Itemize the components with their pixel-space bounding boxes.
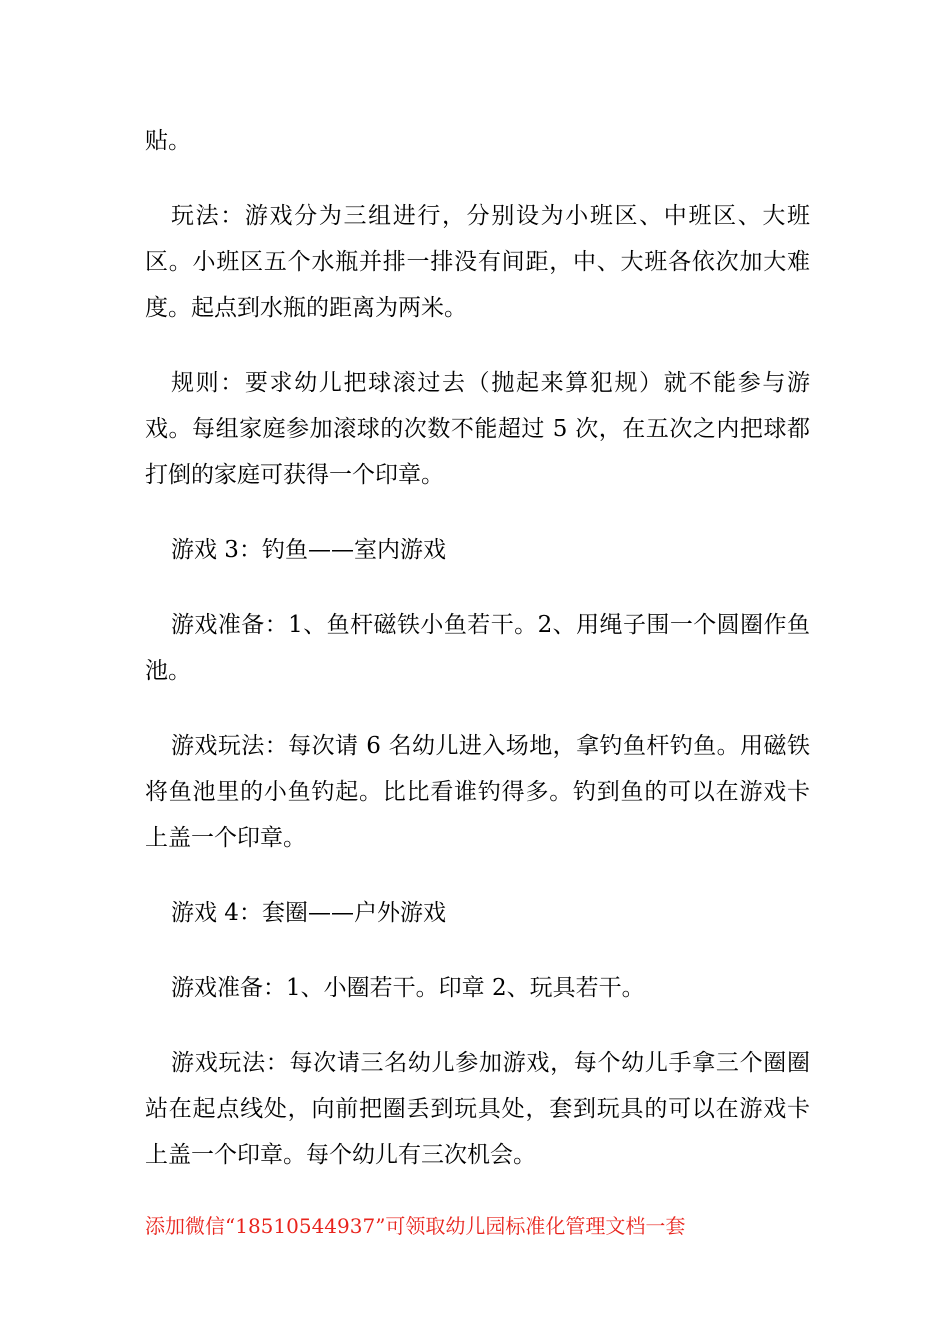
paragraph-game-3-play: 游戏玩法：每次请 6 名幼儿进入场地，拿钓鱼杆钓鱼。用磁铁将鱼池里的小鱼钓起。比比看谁钓得多。钓到鱼的可以在游戏卡上盖一个印章。 bbox=[145, 733, 810, 851]
footer-promo-note: 添加微信“18510544937”可领取幼儿园标准化管理文档一套 bbox=[145, 1214, 686, 1238]
paragraph-rules: 规则：要求幼儿把球滚过去（抛起来算犯规）就不能参与游戏。每组家庭参加滚球的次数不能超过 5 次，在五次之内把球都打倒的家庭可获得一个印章。 bbox=[145, 370, 810, 488]
paragraph-game-4-prep: 游戏准备：1、小圈若干。印章 2、玩具若干。 bbox=[171, 975, 645, 1001]
heading-game-4: 游戏 4：套圈——户外游戏 bbox=[171, 900, 446, 926]
paragraph-play-method: 玩法：游戏分为三组进行，分别设为小班区、中班区、大班区。小班区五个水瓶并排一排没有间距，中、大班各依次加大难度。起点到水瓶的距离为两米。 bbox=[145, 203, 810, 321]
heading-game-3: 游戏 3：钓鱼——室内游戏 bbox=[171, 537, 446, 563]
document-body bbox=[145, 118, 810, 1207]
paragraph-game-4-play: 游戏玩法：每次请三名幼儿参加游戏，每个幼儿手拿三个圈圈站在起点线处，向前把圈丢到玩具处，套到玩具的可以在游戏卡上盖一个印章。每个幼儿有三次机会。 bbox=[145, 1050, 810, 1168]
paragraph-continuation: 贴。 bbox=[145, 128, 191, 154]
paragraph-game-3-prep: 游戏准备：1、鱼杆磁铁小鱼若干。2、用绳子围一个圆圈作鱼池。 bbox=[145, 612, 810, 684]
